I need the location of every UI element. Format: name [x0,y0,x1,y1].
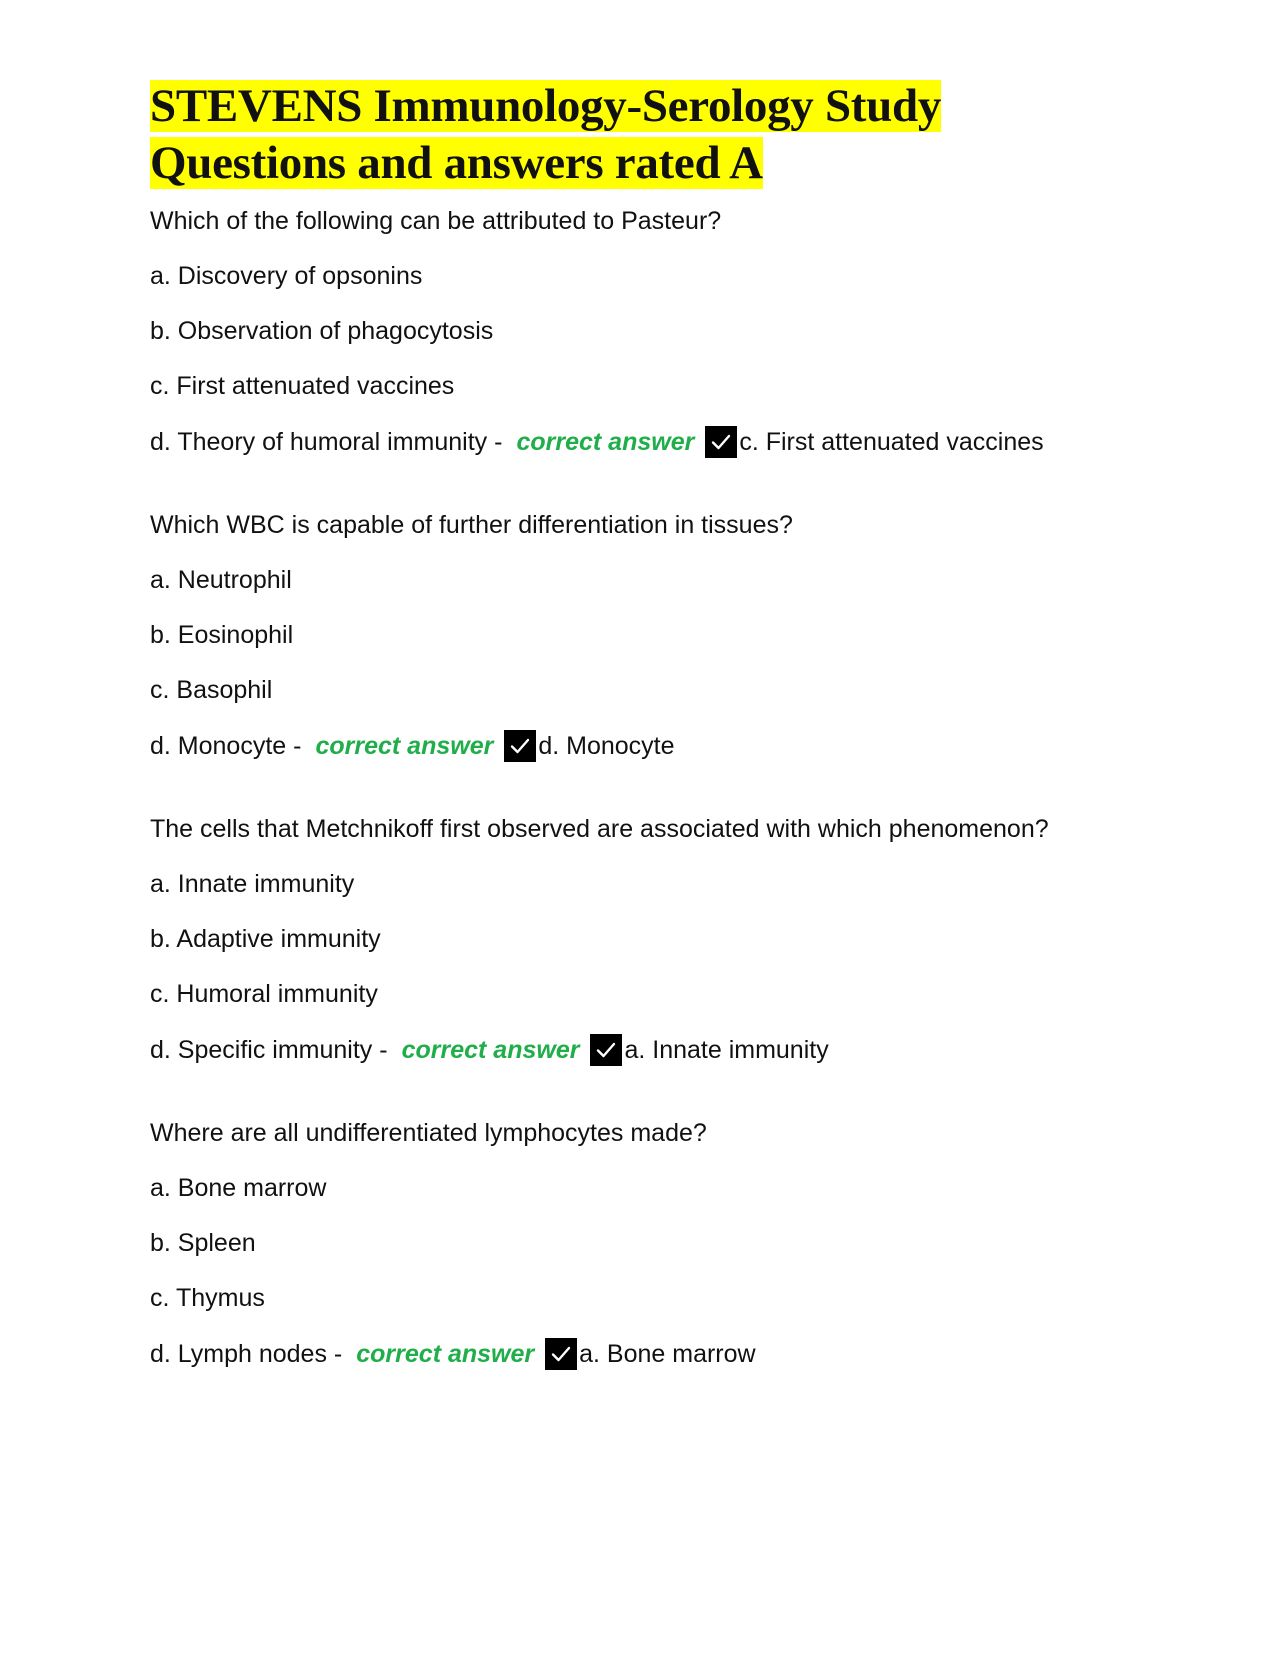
checkmark-icon [545,1338,577,1370]
question-text: Where are all undifferentiated lymphocytes made? [150,1119,707,1147]
answer-text: a. Innate immunity [624,1036,829,1064]
separator-dash: - [379,1036,388,1064]
checkmark-icon [504,730,536,762]
option-a: a. Innate immunity [150,870,355,898]
checkmark-icon [590,1034,622,1066]
option-d: d. Monocyte [150,732,287,760]
option-a: a. Neutrophil [150,566,292,594]
checkmark-icon [705,426,737,458]
correct-answer-label: correct answer [356,1340,535,1368]
option-c: c. Thymus [150,1284,265,1312]
option-b: b. Eosinophil [150,621,294,649]
option-d-with-answer [150,426,1150,458]
answer-text: a. Bone marrow [579,1340,756,1368]
option-b: b. Adaptive immunity [150,925,381,953]
option-c: c. Humoral immunity [150,980,378,1008]
question-block [150,510,1150,762]
option-a: a. Discovery of opsonins [150,262,423,290]
option-c: c. First attenuated vaccines [150,372,455,400]
title-line-1: STEVENS Immunology-Serology Study [150,80,942,132]
separator-dash: - [494,428,503,456]
option-d: d. Theory of humoral immunity [150,428,488,456]
option-d-with-answer [150,730,1150,762]
option-b: b. Observation of phagocytosis [150,317,494,345]
document-page [150,78,1150,1422]
option-d: d. Lymph nodes [150,1340,327,1368]
option-d-with-answer [150,1034,1150,1066]
correct-answer-label: correct answer [401,1036,580,1064]
answer-text: c. First attenuated vaccines [739,428,1044,456]
title-line-2: Questions and answers rated A [150,137,763,189]
option-c: c. Basophil [150,676,273,704]
option-d-with-answer [150,1338,1150,1370]
question-block [150,206,1150,458]
question-block [150,1118,1150,1370]
answer-text: d. Monocyte [538,732,675,760]
question-text: Which WBC is capable of further differentiation in tissues? [150,511,793,539]
option-a: a. Bone marrow [150,1174,327,1202]
separator-dash: - [293,732,302,760]
page-title [150,78,1150,192]
correct-answer-label: correct answer [315,732,494,760]
question-block [150,814,1150,1066]
separator-dash: - [333,1340,343,1368]
question-text: The cells that Metchnikoff first observed are associated with which phenomenon? [150,815,1049,843]
question-text: Which of the following can be attributed to Pasteur? [150,207,722,235]
option-d: d. Specific immunity [150,1036,373,1064]
correct-answer-label: correct answer [516,428,695,456]
option-b: b. Spleen [150,1229,256,1257]
